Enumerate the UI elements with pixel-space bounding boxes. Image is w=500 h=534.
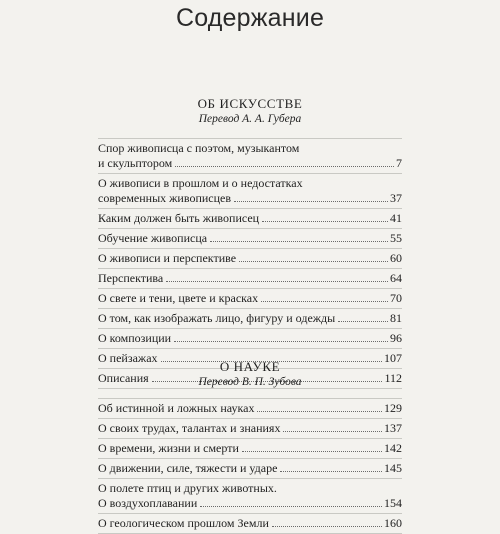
toc-entry[interactable]: [98, 439, 402, 459]
dot-leader: [200, 506, 382, 507]
section-science: [98, 359, 402, 534]
toc-entry-title: Об истинной и ложных науках: [98, 401, 255, 415]
toc-entry-line: [98, 291, 402, 306]
toc-entry-title: О пейзажах: [98, 351, 158, 365]
dot-leader: [174, 341, 388, 342]
toc-entry-line: [98, 231, 402, 246]
toc-entry-title: и скульптором: [98, 156, 173, 170]
toc-entry[interactable]: [98, 229, 402, 249]
toc-entry[interactable]: [98, 289, 402, 309]
toc-entry-line: [98, 251, 402, 266]
toc-page-number: 60: [390, 251, 402, 265]
dot-leader: [338, 321, 388, 322]
toc-page-number: 70: [390, 291, 402, 305]
dot-leader: [210, 241, 388, 242]
toc-page-number: 107: [384, 351, 402, 365]
toc-entry-title: О живописи и перспективе: [98, 251, 237, 265]
toc-entry-line: [98, 461, 402, 476]
toc-page-number: 41: [390, 211, 402, 225]
toc-entry-title: О движении, силе, тяжести и ударе: [98, 461, 278, 475]
toc-entry-line: [98, 156, 402, 171]
toc-page-number: 154: [384, 496, 402, 510]
toc-entry-line: [98, 176, 402, 191]
toc-entry[interactable]: [98, 174, 402, 209]
dot-leader: [272, 526, 382, 527]
toc-page-number: 142: [384, 441, 402, 455]
toc-entry[interactable]: [98, 419, 402, 439]
toc-entry-title: О своих трудах, талантах и знаниях: [98, 421, 281, 435]
page-title: Содержание: [175, 4, 325, 32]
toc-page-number: 145: [384, 461, 402, 475]
dot-leader: [261, 301, 388, 302]
toc-entry-line: [98, 516, 402, 531]
section-header: [98, 359, 402, 390]
toc-entry-line: [98, 331, 402, 346]
toc-entry-title: Описания: [98, 371, 149, 385]
section-art: [98, 96, 402, 389]
toc-page-number: 37: [390, 191, 402, 205]
dot-leader: [262, 221, 388, 222]
toc-entry[interactable]: [98, 138, 402, 174]
toc-entry-title: О воздухоплавании: [98, 496, 198, 510]
toc-entry-title: Обучение живописца: [98, 231, 208, 245]
dot-leader: [257, 411, 382, 412]
toc-entry-title: Каким должен быть живописец: [98, 211, 260, 225]
toc-page-number: 137: [384, 421, 402, 435]
toc-entry[interactable]: [98, 398, 402, 419]
toc-page-number: 55: [390, 231, 402, 245]
toc-entry[interactable]: [98, 479, 402, 514]
section-title: ОБ ИСКУССТВЕ: [197, 96, 303, 111]
toc-entry-line: [98, 191, 402, 206]
toc-entry[interactable]: [98, 269, 402, 289]
section-title: О НАУКЕ: [219, 359, 281, 374]
toc-page-number: 81: [390, 311, 402, 325]
toc-entry[interactable]: [98, 309, 402, 329]
toc-entry-title: О геологическом прошлом Земли: [98, 516, 269, 530]
toc-entry[interactable]: [98, 459, 402, 479]
toc-entry-line: [98, 481, 402, 496]
toc-entry-line: [98, 211, 402, 226]
section-translator: Перевод А. А. Губера: [198, 113, 302, 125]
toc-entry-title: О композиции: [98, 331, 172, 345]
section-translator: Перевод В. П. Зубова: [198, 376, 302, 388]
toc-entry-line: [98, 421, 402, 436]
dot-leader: [166, 281, 388, 282]
toc-entries: [98, 138, 402, 389]
toc-page-number: 129: [384, 401, 402, 415]
dot-leader: [283, 431, 382, 432]
dot-leader: [242, 451, 382, 452]
toc-page-number: 7: [396, 156, 402, 170]
toc-entry-line: [98, 271, 402, 286]
toc-entry-line: [98, 311, 402, 326]
toc-entry-title: О том, как изображать лицо, фигуру и одежды: [98, 311, 336, 325]
toc-entry[interactable]: [98, 329, 402, 349]
toc-entry[interactable]: [98, 514, 402, 534]
dot-leader: [234, 201, 388, 202]
toc-entry-title: Спор живописца с поэтом, музыкантом: [98, 141, 300, 155]
dot-leader: [239, 261, 388, 262]
toc-page-number: 160: [384, 516, 402, 530]
toc-entries: [98, 398, 402, 534]
toc-entry-title: О живописи в прошлом и о недостатках: [98, 176, 303, 190]
toc-entry-line: [98, 141, 402, 156]
toc-page-number: 64: [390, 271, 402, 285]
toc-entry-title: О полете птиц и других животных.: [98, 481, 277, 495]
toc-entry-title: современных живописцев: [98, 191, 232, 205]
toc-entry-title: О времени, жизни и смерти: [98, 441, 239, 455]
toc-entry-title: О свете и тени, цвете и красках: [98, 291, 259, 305]
toc-entry-line: [98, 401, 402, 416]
section-header: [98, 96, 402, 127]
dot-leader: [175, 166, 394, 167]
toc-page-number: 112: [384, 371, 402, 385]
toc-entry[interactable]: [98, 249, 402, 269]
toc-entry[interactable]: [98, 209, 402, 229]
toc-entry-title: Перспектива: [98, 271, 164, 285]
dot-leader: [280, 471, 382, 472]
toc-entry-line: [98, 496, 402, 511]
toc-page-number: 96: [390, 331, 402, 345]
toc-entry-line: [98, 441, 402, 456]
